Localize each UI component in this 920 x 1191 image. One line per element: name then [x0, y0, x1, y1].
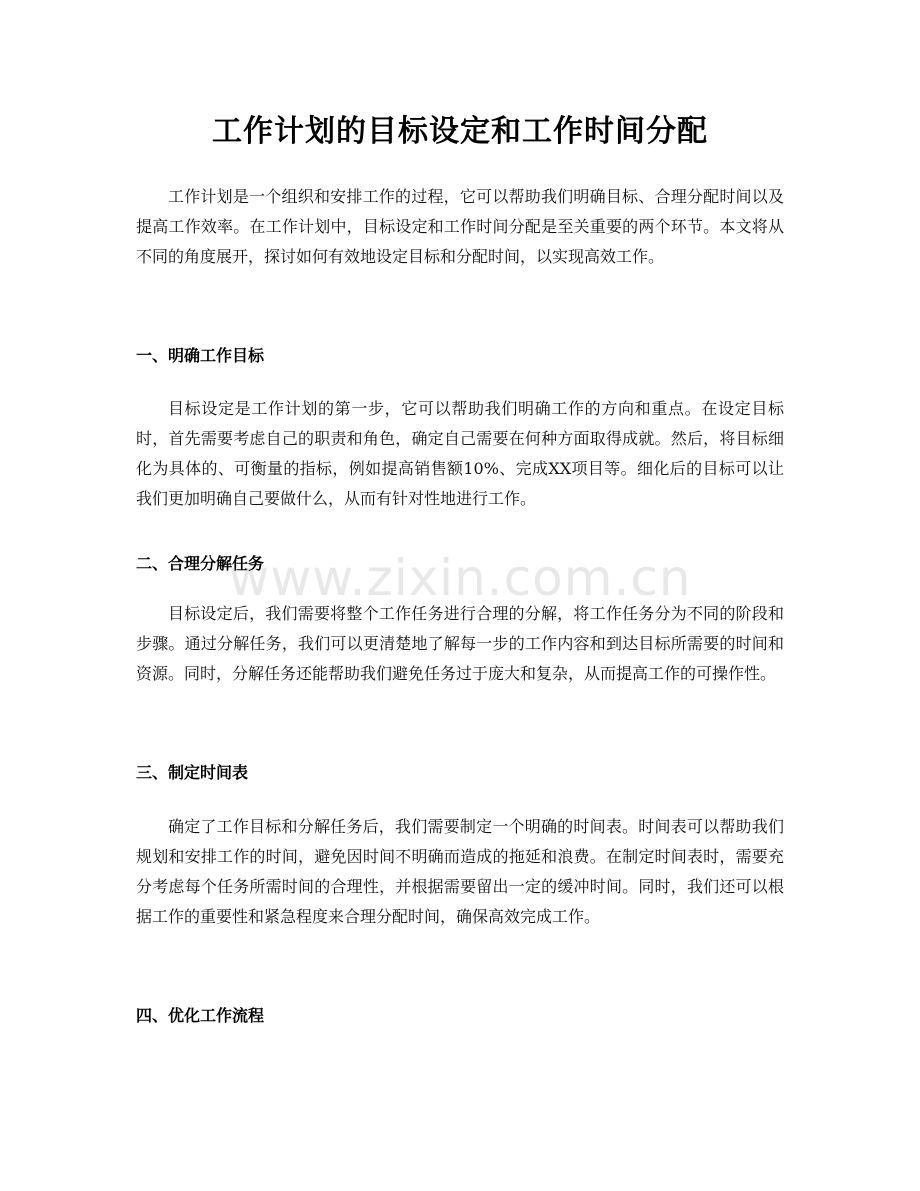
- section-body-3: 确定了工作目标和分解任务后，我们需要制定一个明确的时间表。时间表可以帮助我们规划和安排工作的时间，避免因时间不明确而造成的拖延和浪费。在制定时间表时，需要充分考虑每个任务所需时间的合理性，并根据需要留出一定的缓冲时间。同时，我们还可以根据工作的重要性和紧急程度来合理分配时间，确保高效完成工作。: [136, 817, 784, 926]
- watermark-text: www.zixin.com.cn: [228, 549, 692, 607]
- section-heading-4: 四、优化工作流程: [136, 1006, 265, 1025]
- intro-paragraph: 工作计划是一个组织和安排工作的过程，它可以帮助我们明确目标、合理分配时间以及提高工作效率。在工作计划中，目标设定和工作时间分配是至关重要的两个环节。本文将从不同的角度展开，探讨如何有效地设定目标和分配时间，以实现高效工作。: [136, 187, 784, 266]
- section-body-1: 目标设定是工作计划的第一步，它可以帮助我们明确工作的方向和重点。在设定目标时，首先需要考虑自己的职责和角色，确定自己需要在何种方面取得成就。然后，将目标细化为具体的、可衡量的指标，例如提高销售额10%、完成XX项目等。细化后的目标可以让我们更加明确自己要做什么，从而有针对性地进行工作。: [136, 399, 784, 508]
- section-body-2: 目标设定后，我们需要将整个工作任务进行合理的分解，将工作任务分为不同的阶段和步骤。通过分解任务，我们可以更清楚地了解每一步的工作内容和到达目标所需要的时间和资源。同时，分解任务还能帮助我们避免任务过于庞大和复杂，从而提高工作的可操作性。: [136, 604, 784, 683]
- section-heading-1: 一、明确工作目标: [136, 346, 265, 365]
- section-heading-2: 二、合理分解任务: [136, 554, 265, 573]
- section-heading-3: 三、制定时间表: [136, 763, 249, 782]
- page-title: 工作计划的目标设定和工作时间分配: [212, 114, 708, 149]
